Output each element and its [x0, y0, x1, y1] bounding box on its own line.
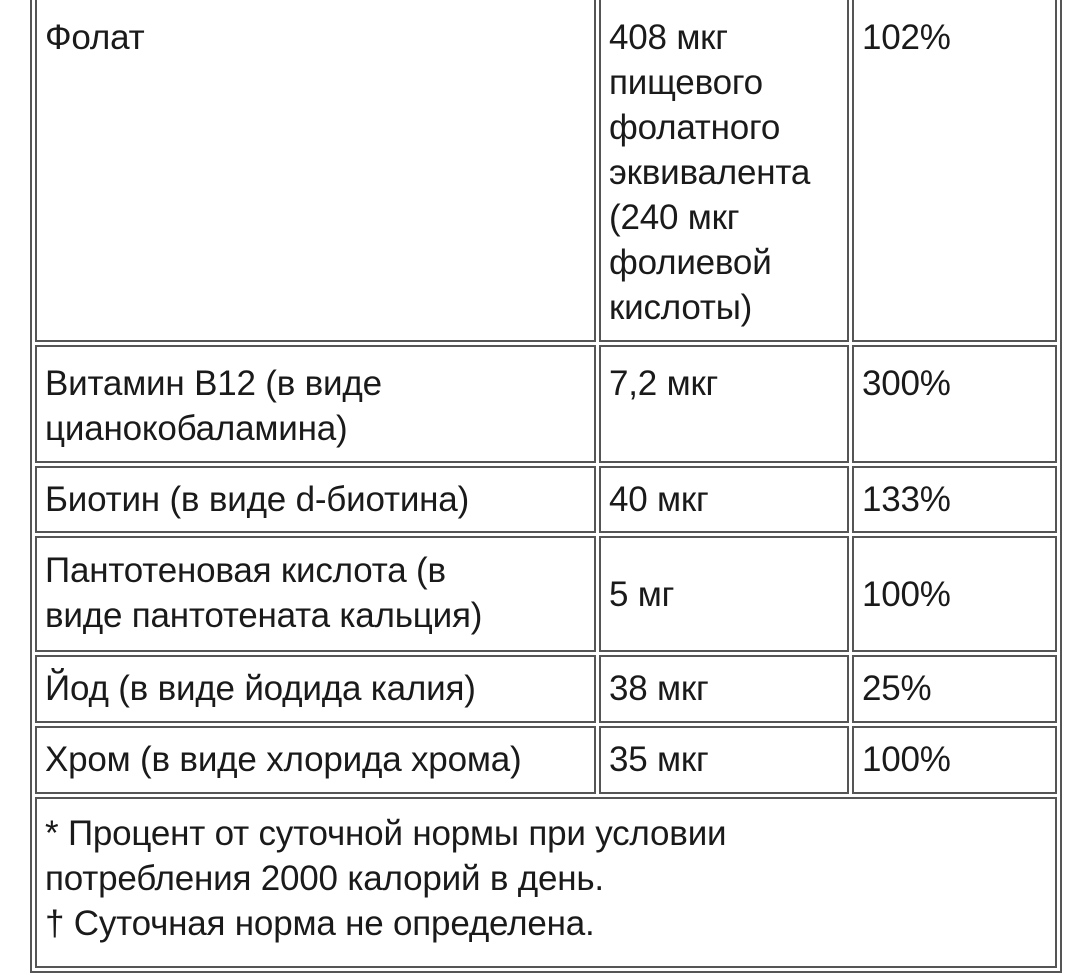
daily-value: 102% — [862, 18, 951, 57]
daily-value-cell — [852, 466, 1057, 533]
amount-cell — [599, 655, 849, 723]
daily-value-cell — [852, 345, 1057, 463]
amount-line: эквивалента — [609, 153, 811, 192]
amount-cell — [599, 536, 849, 652]
nutrient-name: Хром (в виде хлорида хрома) — [45, 740, 522, 779]
amount-cell — [599, 726, 849, 794]
amount-cell — [599, 345, 849, 463]
amount-line: (240 мкг — [609, 198, 740, 237]
amount: 5 мг — [609, 574, 675, 614]
nutrient-name-cell — [35, 0, 596, 342]
nutrient-name-line: Пантотеновая кислота (в — [45, 551, 446, 590]
table-row-folate — [35, 0, 1057, 342]
nutrient-name-cell — [35, 655, 596, 723]
daily-value: 100% — [862, 740, 951, 779]
amount-line: пищевого — [609, 63, 763, 102]
nutrition-table-container — [30, 0, 1050, 973]
nutrient-name: Йод (в виде йодида калия) — [45, 669, 476, 708]
nutrient-name: Биотин (в виде d-биотина) — [45, 480, 470, 519]
nutrient-name-line: виде пантотената кальция) — [45, 596, 483, 635]
amount: 7,2 мкг — [609, 364, 719, 403]
daily-value-cell — [852, 536, 1057, 652]
table-row-vitamin-b12 — [35, 345, 1057, 463]
nutrient-name-line: цианокобаламина) — [45, 409, 348, 448]
nutrition-facts-table — [30, 0, 1062, 973]
amount: 38 мкг — [609, 669, 709, 708]
daily-value-cell — [852, 655, 1057, 723]
daily-value: 300% — [862, 364, 951, 403]
table-row-chromium — [35, 726, 1057, 794]
footnote-not-established: † Суточная норма не определена. — [45, 904, 595, 943]
nutrient-name-cell — [35, 536, 596, 652]
nutrient-name: Фолат — [45, 18, 145, 57]
amount-cell — [599, 466, 849, 533]
daily-value: 100% — [862, 574, 951, 614]
daily-value: 25% — [862, 669, 932, 708]
nutrient-name-cell — [35, 466, 596, 533]
amount: 40 мкг — [609, 480, 709, 519]
amount-line: 408 мкг — [609, 18, 728, 57]
amount-line: фолиевой — [609, 243, 772, 282]
nutrient-name-cell — [35, 726, 596, 794]
table-row-iodine — [35, 655, 1057, 723]
daily-value-cell — [852, 0, 1057, 342]
table-row-footnote — [35, 797, 1057, 968]
amount-line: кислоты) — [609, 288, 753, 327]
table-row-biotin — [35, 466, 1057, 533]
amount-line: фолатного — [609, 108, 781, 147]
amount-cell — [599, 0, 849, 342]
daily-value-cell — [852, 726, 1057, 794]
amount: 35 мкг — [609, 740, 709, 779]
daily-value: 133% — [862, 480, 951, 519]
table-row-pantothenic-acid — [35, 536, 1057, 652]
nutrient-name-cell — [35, 345, 596, 463]
footnote-calories: потребления 2000 калорий в день. — [45, 859, 604, 898]
footnote-cell — [35, 797, 1057, 968]
footnote-daily-value: * Процент от суточной нормы при условии — [45, 814, 727, 853]
nutrient-name-line: Витамин B12 (в виде — [45, 364, 382, 403]
